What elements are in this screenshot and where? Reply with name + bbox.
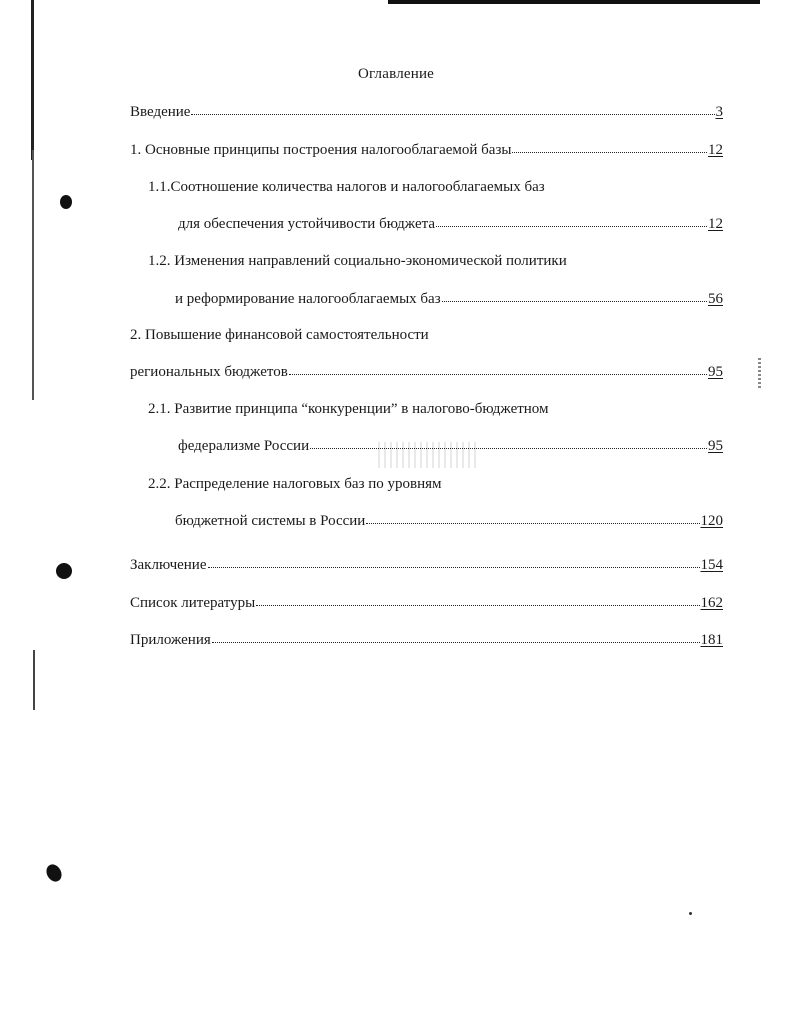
toc-page-number: 95 (708, 364, 723, 380)
toc-entry (130, 141, 723, 159)
toc-leader-dots (366, 522, 699, 524)
toc-entry (148, 400, 549, 418)
toc-entry-label: 2.1. Развитие принципа “конкуренции” в налогово-бюджетном (148, 401, 549, 417)
toc-page-number: 120 (700, 513, 723, 529)
toc-leader-dots (436, 225, 707, 227)
toc-entry (148, 252, 567, 270)
toc-entry-label: Введение (130, 104, 191, 120)
toc-leader-dots (512, 151, 707, 153)
toc-entry-label: бюджетной системы в России (175, 513, 366, 529)
toc-entry-label: 1.1.Соотношение количества налогов и налогооблагаемых баз (148, 179, 545, 195)
toc-leader-dots (289, 373, 707, 375)
toc-page-number: 12 (708, 216, 723, 232)
punch-hole-mark (43, 862, 64, 885)
toc-entry (130, 556, 723, 574)
toc-entry (178, 215, 723, 233)
toc-entry-label: региональных бюджетов (130, 364, 288, 380)
toc-page-number: 56 (708, 291, 723, 307)
scan-artifact-left-edge (32, 150, 34, 400)
scan-smudge (758, 358, 761, 388)
toc-entry (148, 475, 442, 493)
toc-leader-dots (310, 447, 707, 449)
toc-leader-dots (208, 566, 700, 568)
toc-entry (130, 594, 723, 612)
toc-leader-dots (256, 604, 699, 606)
toc-entry-label: 2.2. Распределение налоговых баз по уровням (148, 476, 442, 492)
toc-title: Оглавление (357, 66, 435, 82)
toc-entry (130, 363, 723, 381)
toc-page-number: 181 (700, 632, 723, 648)
toc-entry (130, 103, 723, 121)
toc-page-number: 162 (700, 595, 723, 611)
punch-hole-mark (60, 195, 72, 209)
toc-entry-label: и реформирование налогооблагаемых баз (175, 291, 441, 307)
toc-entry-label: Приложения (130, 632, 211, 648)
toc-entry (175, 512, 723, 530)
scan-speck (689, 912, 692, 915)
toc-leader-dots (212, 641, 700, 643)
toc-entry (130, 326, 429, 344)
scan-artifact-left-edge (33, 650, 35, 710)
toc-entry-label: Список литературы (130, 595, 256, 611)
scan-artifact-top (388, 0, 760, 4)
toc-entry (175, 290, 723, 308)
toc-entry-label: для обеспечения устойчивости бюджета (178, 216, 435, 232)
toc-leader-dots (442, 300, 707, 302)
toc-entry (130, 631, 723, 649)
toc-page-number: 154 (700, 557, 723, 573)
toc-entry-label: 2. Повышение финансовой самостоятельности (130, 327, 429, 343)
toc-page-number: 3 (715, 104, 723, 120)
toc-entry-label: федерализме России (178, 438, 310, 454)
toc-entry (178, 437, 723, 455)
toc-page-number: 95 (708, 438, 723, 454)
toc-page-number: 12 (708, 142, 723, 158)
toc-entry-label: 1.2. Изменения направлений социально-экономической политики (148, 253, 567, 269)
punch-hole-mark (56, 563, 72, 579)
toc-entry-label: Заключение (130, 557, 207, 573)
toc-entry-label: 1. Основные принципы построения налогооблагаемой базы (130, 142, 512, 158)
toc-leader-dots (191, 113, 714, 115)
toc-entry (148, 178, 545, 196)
